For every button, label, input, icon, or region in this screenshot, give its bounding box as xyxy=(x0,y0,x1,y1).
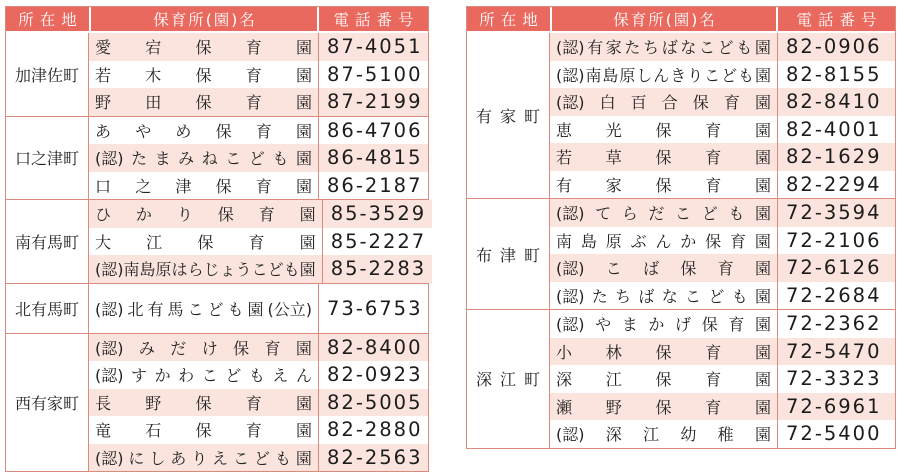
table-row xyxy=(89,88,428,116)
location-cell xyxy=(6,200,89,283)
location-cell xyxy=(6,117,89,200)
location-name: 口 之 津 町 xyxy=(15,149,80,169)
table-row xyxy=(550,227,895,255)
header-location: 所在地 xyxy=(18,11,83,29)
location-name: 布 津 町 xyxy=(476,245,540,265)
table-row xyxy=(550,116,895,144)
table-header xyxy=(6,7,428,33)
nursery-name: 口 之 津 保 育 園 xyxy=(89,172,319,200)
nursery-name: 恵 光 保 育 園 xyxy=(550,116,778,144)
location-name: 北 有 馬 町 xyxy=(15,299,80,319)
group-rows xyxy=(89,33,428,116)
table-row xyxy=(550,61,895,89)
nursery-name: (認) 南 島 原 は ら じ ょ う こ ど も 園 xyxy=(89,255,323,283)
header-nursery-name: 保育所(園)名 xyxy=(550,7,778,31)
location-name: 有 家 町 xyxy=(476,107,540,126)
table-row xyxy=(89,284,428,333)
nursery-name: 若 草 保 育 園 xyxy=(550,143,778,171)
location-cell xyxy=(467,199,550,309)
nursery-name: 瀬 野 保 育 園 xyxy=(550,393,778,421)
phone-number: 72-2106 xyxy=(786,228,882,252)
phone-number: 82-8155 xyxy=(786,62,882,86)
nursery-name: ひ か り 保 育 園 xyxy=(89,200,323,228)
phone-number: 82-4001 xyxy=(786,117,882,141)
town-group xyxy=(6,283,428,333)
town-group xyxy=(6,33,428,116)
location-cell xyxy=(467,310,550,448)
phone-number: 72-6961 xyxy=(786,394,882,418)
phone-number: 82-0906 xyxy=(786,35,882,59)
nursery-name: (認) た ち ば な こ ど も 園 xyxy=(550,282,778,310)
location-name: 南 有 馬 町 xyxy=(15,232,80,252)
town-group xyxy=(467,309,895,448)
group-rows xyxy=(89,200,432,283)
table-row xyxy=(89,144,428,172)
table-row xyxy=(89,61,428,89)
nursery-name: 野 田 保 育 園 xyxy=(89,88,319,116)
nursery-name: (認) 南 島 原 し ん き り こ ど も 園 xyxy=(550,61,778,89)
header-location: 所在地 xyxy=(479,11,544,29)
nursery-name: (認) に し あ り え こ ど も 園 xyxy=(89,444,319,472)
phone-number: 82-5005 xyxy=(327,390,423,414)
location-name: 加 津 佐 町 xyxy=(15,65,80,85)
table-row xyxy=(89,172,428,200)
phone-number: 87-4051 xyxy=(327,35,423,59)
nursery-name: (認) す か わ こ ど も え ん xyxy=(89,361,319,389)
location-name: 西 有 家 町 xyxy=(15,393,80,413)
group-rows xyxy=(550,199,895,309)
phone-number: 85-2227 xyxy=(330,229,427,253)
phone-number: 86-4815 xyxy=(327,146,423,170)
header-phone-number: 電話番号 xyxy=(333,11,420,29)
town-group xyxy=(467,198,895,309)
phone-number: 82-2880 xyxy=(327,418,423,442)
nursery-name: 小 林 保 育 園 xyxy=(550,338,778,366)
phone-number: 85-3529 xyxy=(330,202,427,226)
table-header xyxy=(467,7,895,33)
table-row xyxy=(89,200,432,228)
nursery-name: 愛 宕 保 育 園 xyxy=(89,33,319,61)
table-row xyxy=(550,33,895,61)
table-row xyxy=(89,416,428,444)
location-cell xyxy=(6,284,89,333)
town-group xyxy=(6,333,428,472)
table-row xyxy=(550,199,895,227)
nursery-name: 竜 石 保 育 園 xyxy=(89,416,319,444)
phone-number: 82-8400 xyxy=(327,335,423,359)
phone-number: 87-5100 xyxy=(327,62,423,86)
nursery-table-right xyxy=(466,6,896,449)
nursery-name: (認) や ま か げ 保 育 園 xyxy=(550,310,778,338)
phone-number: 86-2187 xyxy=(327,173,423,197)
table-row xyxy=(550,282,895,310)
header-phone-number: 電話番号 xyxy=(796,11,883,29)
header-nursery-name: 保育所(園)名 xyxy=(89,7,319,31)
nursery-name: 有 家 保 育 園 xyxy=(550,171,778,199)
group-rows xyxy=(550,310,895,448)
table-row xyxy=(550,420,895,448)
nursery-name: (認) こ ば 保 育 園 xyxy=(550,254,778,282)
phone-number: 82-2294 xyxy=(786,172,882,196)
table-row xyxy=(89,444,428,472)
phone-number: 72-3323 xyxy=(786,367,882,391)
location-cell xyxy=(6,334,89,472)
location-name: 深 江 町 xyxy=(476,370,540,390)
nursery-name: 南 島 原 ぶ ん か 保 育 園 xyxy=(550,227,778,255)
phone-number: 72-5400 xyxy=(786,422,882,446)
phone-number: 87-2199 xyxy=(327,90,423,114)
table-row xyxy=(550,88,895,116)
nursery-name: (認) み だ け 保 育 園 xyxy=(89,334,319,362)
table-row xyxy=(550,310,895,338)
phone-number: 82-0923 xyxy=(327,363,423,387)
phone-number: 72-2684 xyxy=(786,283,882,307)
nursery-name: (認) 北 有 馬 こ ど も 園 (公立) xyxy=(89,284,319,333)
town-group xyxy=(467,33,895,198)
nursery-name: あ や め 保 育 園 xyxy=(89,117,319,145)
table-row xyxy=(550,143,895,171)
nursery-name: (認) た ま み ね こ ど も 園 xyxy=(89,144,319,172)
table-body xyxy=(6,33,428,471)
town-group xyxy=(6,199,428,283)
phone-number: 72-5470 xyxy=(786,339,882,363)
table-row xyxy=(89,255,432,283)
phone-number: 72-2362 xyxy=(786,312,882,336)
nursery-name: 深 江 保 育 園 xyxy=(550,365,778,393)
table-row xyxy=(89,117,428,145)
table-row xyxy=(550,254,895,282)
group-rows xyxy=(89,334,428,472)
table-row xyxy=(89,33,428,61)
table-row xyxy=(89,361,428,389)
phone-number: 72-6126 xyxy=(786,256,882,280)
table-body xyxy=(467,33,895,448)
group-rows xyxy=(89,284,428,333)
phone-number: 82-8410 xyxy=(786,90,882,114)
nursery-name: (認) 有 家 た ち ば な こ ど も 園 xyxy=(550,33,778,61)
nursery-name: (認) 白 百 合 保 育 園 xyxy=(550,88,778,116)
table-row xyxy=(550,338,895,366)
phone-number: 72-3594 xyxy=(786,201,882,225)
table-row xyxy=(89,334,428,362)
phone-number: 86-4706 xyxy=(327,118,423,142)
phone-number: 85-2283 xyxy=(330,257,427,281)
table-row xyxy=(550,393,895,421)
phone-number: 73-6753 xyxy=(327,296,423,320)
phone-number: 82-2563 xyxy=(327,445,423,469)
nursery-name: 若 木 保 育 園 xyxy=(89,61,319,89)
table-row xyxy=(89,228,432,256)
nursery-table-left xyxy=(5,6,429,472)
nursery-name: (認) て ら だ こ ど も 園 xyxy=(550,199,778,227)
location-cell xyxy=(6,33,89,116)
nursery-name: (認) 深 江 幼 稚 園 xyxy=(550,420,778,448)
nursery-name: 長 野 保 育 園 xyxy=(89,389,319,417)
nursery-name: 大 江 保 育 園 xyxy=(89,228,323,256)
phone-number: 82-1629 xyxy=(786,145,882,169)
table-row xyxy=(550,171,895,199)
table-row xyxy=(89,389,428,417)
location-cell xyxy=(467,33,550,198)
table-row xyxy=(550,365,895,393)
group-rows xyxy=(550,33,895,198)
town-group xyxy=(6,116,428,200)
group-rows xyxy=(89,117,428,200)
